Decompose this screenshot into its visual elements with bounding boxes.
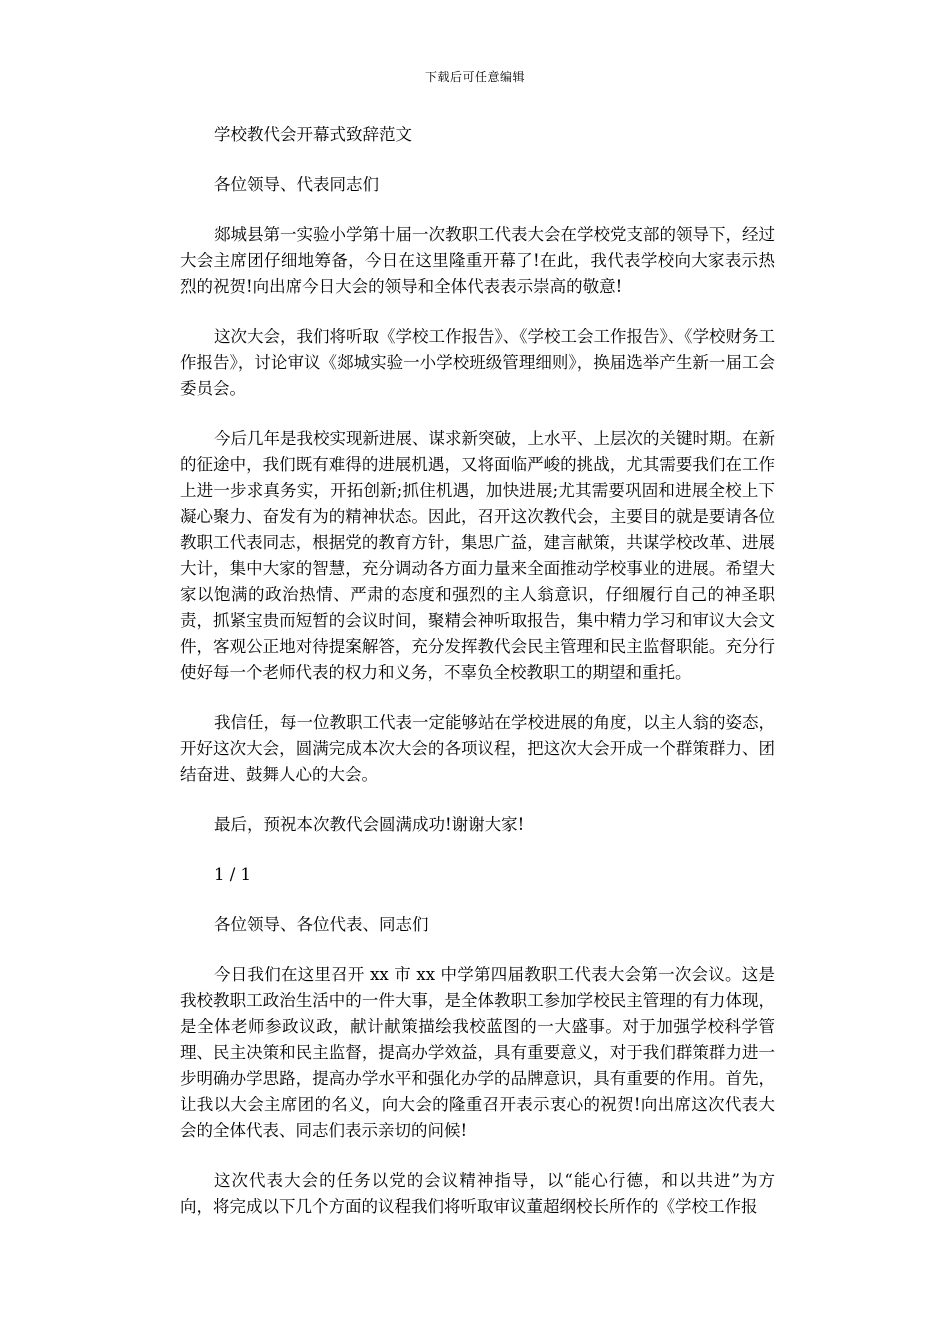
- document-title: 学校教代会开幕式致辞范文: [214, 125, 412, 144]
- closing-line: 最后，预祝本次教代会圆满成功!谢谢大家!: [214, 815, 525, 834]
- salutation: 各位领导、代表同志们: [214, 175, 379, 194]
- paragraph: 郯城县第一实验小学第十届一次教职工代表大会在学校党支部的领导下，经过大会主席团仔细地筹备，今日在这里隆重开幕了!在此，我代表学校向大家表示热烈的祝贺!向出席今日大会的领导和全体代表表示崇高的敬意!: [180, 225, 775, 296]
- paragraph: 这次代表大会的任务以党的会议精神指导，以“能心行德，和以共进”为方向，将完成以下几个方面的议程我们将听取审议董超纲校长所作的《学校工作报: [180, 1171, 775, 1216]
- paragraph: 今日我们在这里召开 xx 市 xx 中学第四届教职工代表大会第一次会议。这是我校教职工政治生活中的一件大事，是全体教职工参加学校民主管理的有力体现，是全体老师参政议政，献计献策描绘我校蓝图的一大盛事。对于加强学校科学管理、民主决策和民主监督，提高办学效益，具有重要意义，对于我们群策群力进一步明确办学思路，提高办学水平和强化办学的品牌意识，具有重要的作用。首先，让我以大会主席团的名义，向大会的隆重召开表示衷心的祝贺!向出席这次代表大会的全体代表、同志们表示亲切的问候!: [180, 965, 775, 1140]
- page-number: 1 / 1: [214, 865, 252, 884]
- paragraph: 今后几年是我校实现新进展、谋求新突破，上水平、上层次的关键时期。在新的征途中，我们既有难得的进展机遇，又将面临严峻的挑战，尤其需要我们在工作上进一步求真务实，开拓创新;抓住机遇，加快进展;尤其需要巩固和进展全校上下凝心聚力、奋发有为的精神状态。因此，召开这次教代会，主要目的就是要请各位教职工代表同志，根据党的教育方针，集思广益，建言献策，共谋学校改革、进展大计，集中大家的智慧，充分调动各方面力量来全面推动学校事业的进展。希望大家以饱满的政治热情、严肃的态度和强烈的主人翁意识，仔细履行自己的神圣职责，抓紧宝贵而短暂的会议时间，聚精会神听取报告，集中精力学习和审议大会文件，客观公正地对待提案解答，充分发挥教代会民主管理和民主监督职能。充分行使好每一个老师代表的权力和义务，不辜负全校教职工的期望和重托。: [180, 429, 775, 682]
- paragraph: 我信任，每一位教职工代表一定能够站在学校进展的角度，以主人翁的姿态，开好这次大会，圆满完成本次大会的各项议程，把这次大会开成一个群策群力、团结奋进、鼓舞人心的大会。: [180, 713, 775, 784]
- paragraph: 这次大会，我们将听取《学校工作报告》、《学校工会工作报告》、《学校财务工作报告》，讨论审议《郯城实验一小学校班级管理细则》，换届选举产生新一届工会委员会。: [180, 327, 775, 398]
- header-note: 下载后可任意编辑: [424, 70, 525, 84]
- salutation: 各位领导、各位代表、同志们: [214, 915, 429, 934]
- document-body: [180, 122, 775, 1244]
